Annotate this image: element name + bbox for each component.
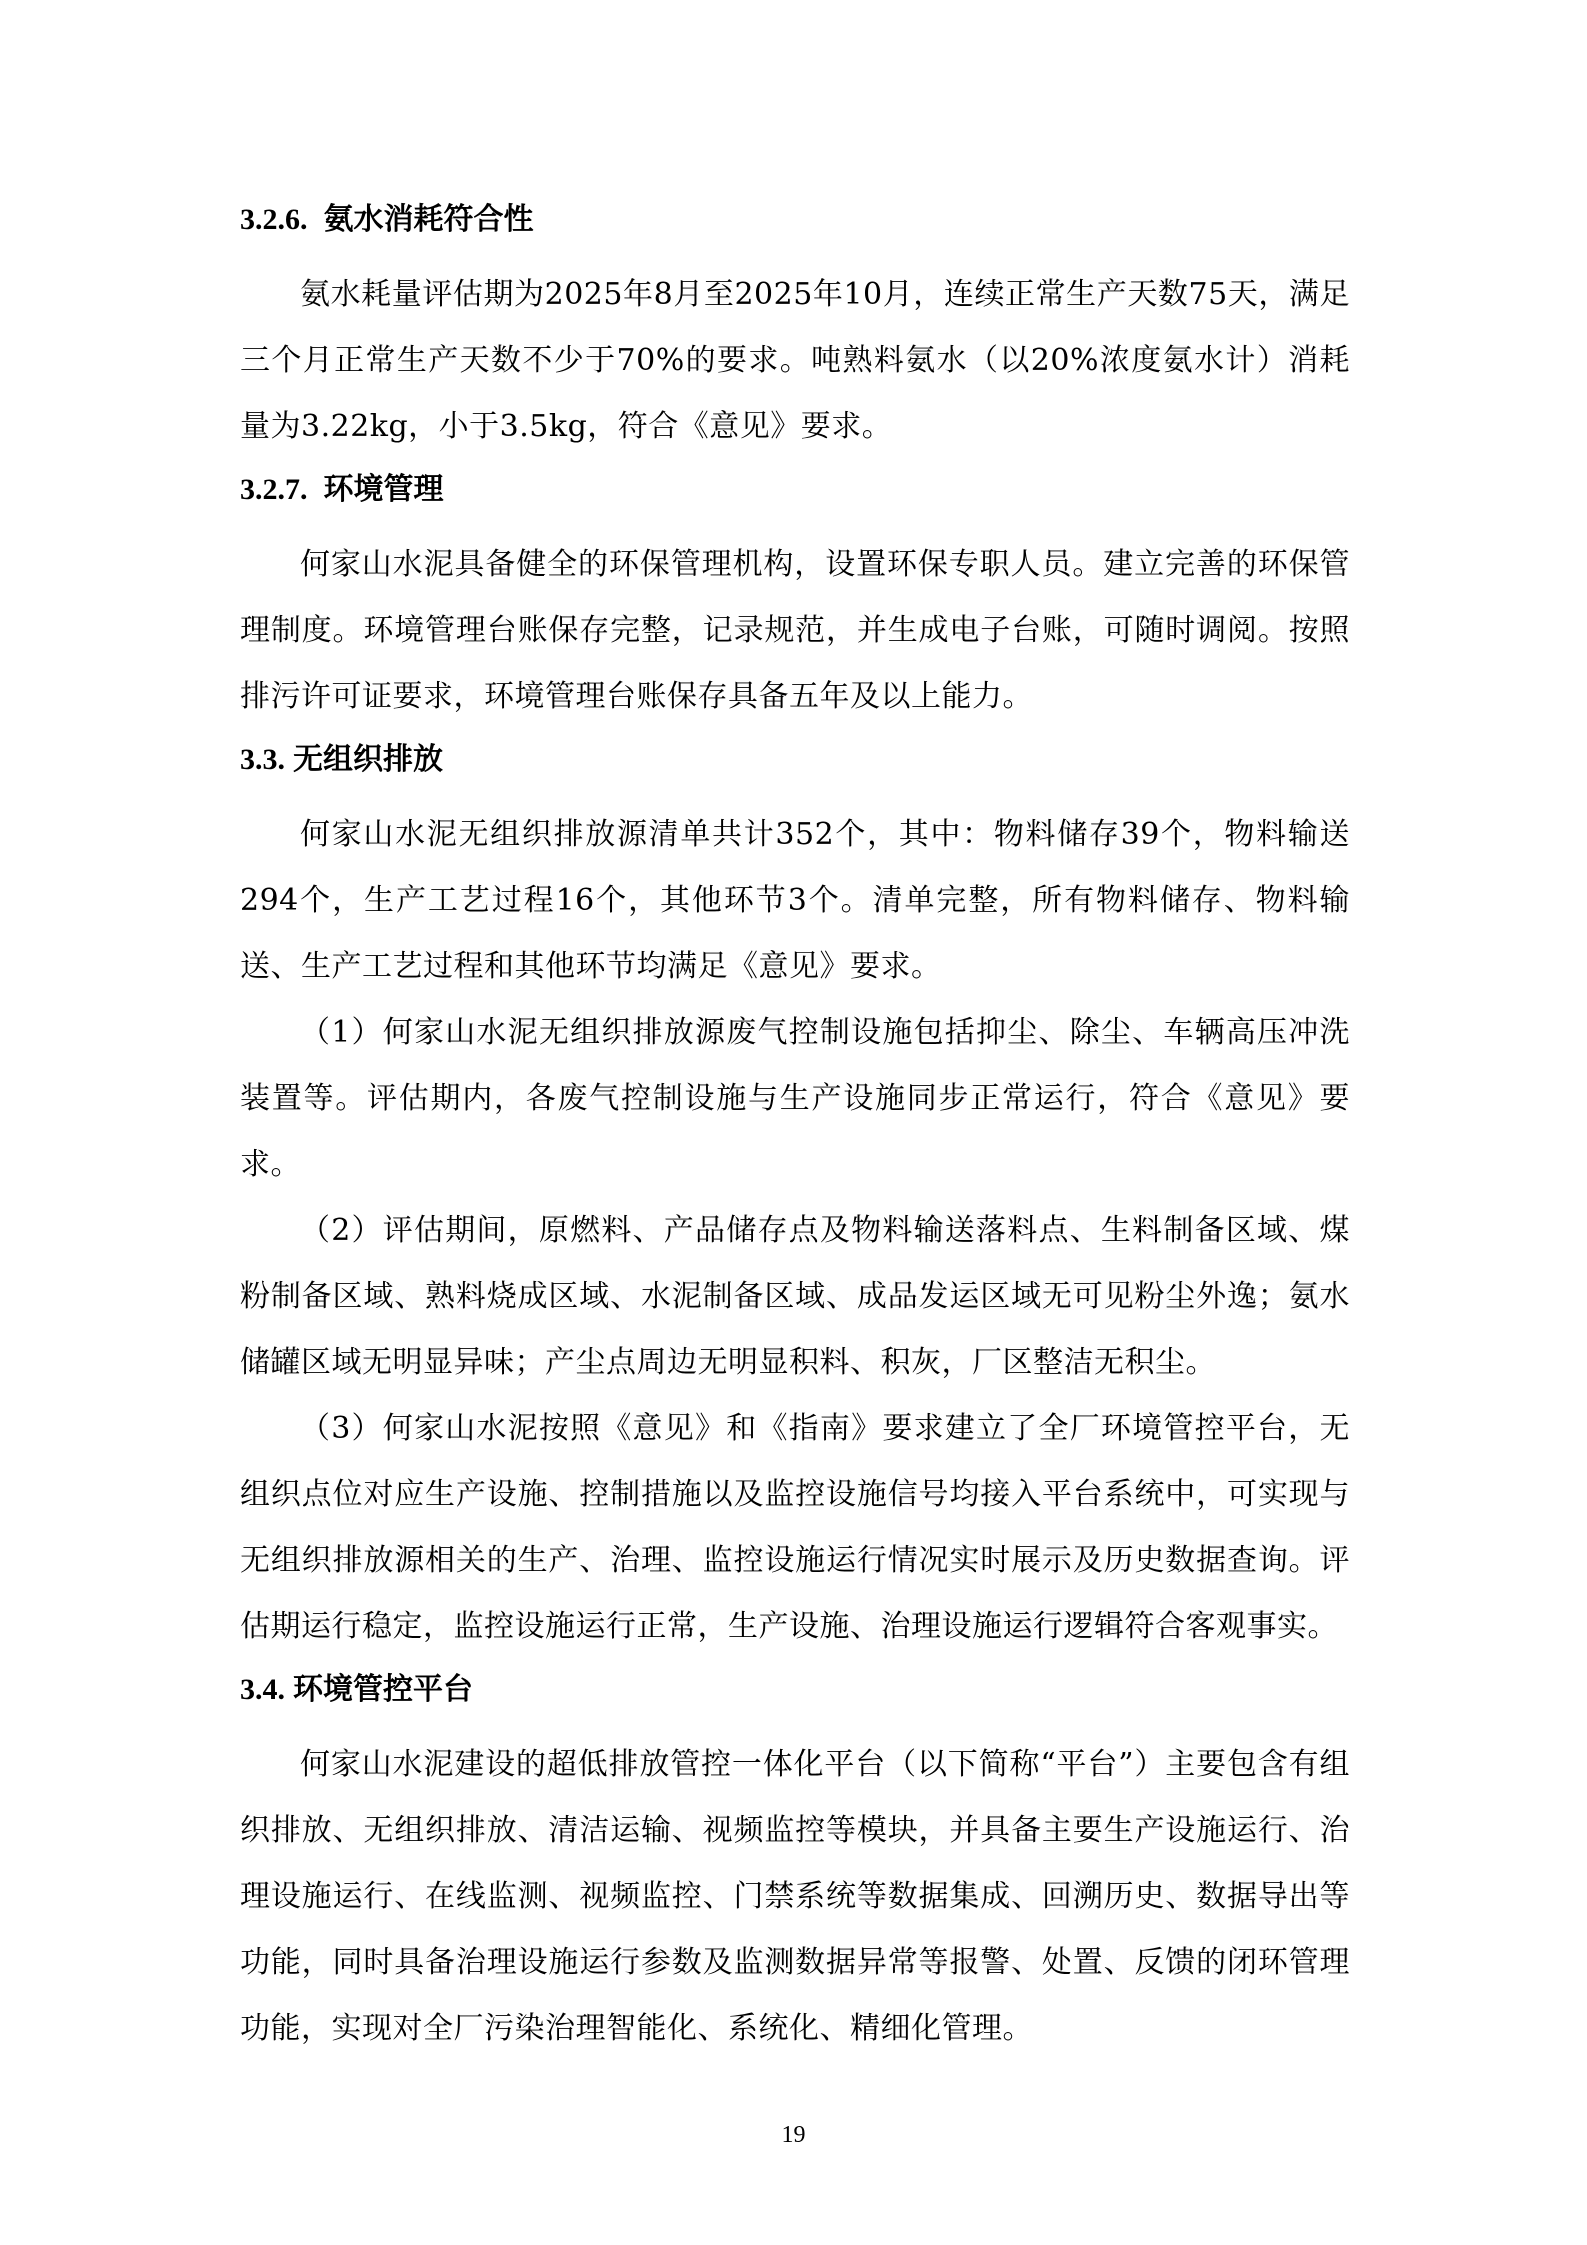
paragraph: 何家山水泥无组织排放源清单共计352个，其中：物料储存39个，物料输送294个，生产工艺过程16个，其他环节3个。清单完整，所有物料储存、物料输送、生产工艺过程和其他环节均满足《意见》要求。 xyxy=(240,817,1350,984)
section-number: 3.4. xyxy=(240,1673,285,1706)
section-number: 3.2.6. xyxy=(240,203,308,236)
paragraph: 何家山水泥具备健全的环保管理机构，设置环保专职人员。建立完善的环保管理制度。环境管理台账保存完整，记录规范，并生成电子台账，可随时调阅。按照排污许可证要求，环境管理台账保存具备五年及以上能力。 xyxy=(240,547,1350,714)
page-content xyxy=(240,200,1350,2062)
paragraph: 何家山水泥建设的超低排放管控一体化平台（以下简称“平台”）主要包含有组织排放、无组织排放、清洁运输、视频监控等模块，并具备主要生产设施运行、治理设施运行、在线监测、视频监控、门禁系统等数据集成、回溯历史、数据导出等功能，同时具备治理设施运行参数及监测数据异常等报警、处置、反馈的闭环管理功能，实现对全厂污染治理智能化、系统化、精细化管理。 xyxy=(240,1747,1350,2046)
section-title: 氨水消耗符合性 xyxy=(323,202,534,237)
paragraph: （3）何家山水泥按照《意见》和《指南》要求建立了全厂环境管控平台，无组织点位对应生产设施、控制措施以及监控设施信号均接入平台系统中，可实现与无组织排放源相关的生产、治理、监控设施运行情况实时展示及历史数据查询。评估期运行稳定，监控设施运行正常，生产设施、治理设施运行逻辑符合客观事实。 xyxy=(240,1411,1350,1644)
section-title: 环境管控平台 xyxy=(293,1672,473,1707)
paragraph: 氨水耗量评估期为2025年8月至2025年10月，连续正常生产天数75天，满足三个月正常生产天数不少于70%的要求。吨熟料氨水（以20%浓度氨水计）消耗量为3.22kg，小于3.5kg，符合《意见》要求。 xyxy=(240,277,1350,444)
section-number: 3.2.7. xyxy=(240,473,308,506)
section-heading-3-4 xyxy=(240,1670,1350,1710)
section-heading-3-2-7 xyxy=(240,470,1350,510)
page-number: 19 xyxy=(781,2122,806,2148)
paragraph: （2）评估期间，原燃料、产品储存点及物料输送落料点、生料制备区域、煤粉制备区域、熟料烧成区域、水泥制备区域、成品发运区域无可见粉尘外逸；氨水储罐区域无明显异味；产尘点周边无明显积料、积灰，厂区整洁无积尘。 xyxy=(240,1213,1350,1380)
section-heading-3-2-6 xyxy=(240,200,1350,240)
section-title: 无组织排放 xyxy=(293,742,443,777)
section-number: 3.3. xyxy=(240,743,285,776)
section-title: 环境管理 xyxy=(323,472,444,507)
section-heading-3-3 xyxy=(240,740,1350,780)
paragraph: （1）何家山水泥无组织排放源废气控制设施包括抑尘、除尘、车辆高压冲洗装置等。评估期内，各废气控制设施与生产设施同步正常运行，符合《意见》要求。 xyxy=(240,1015,1350,1182)
